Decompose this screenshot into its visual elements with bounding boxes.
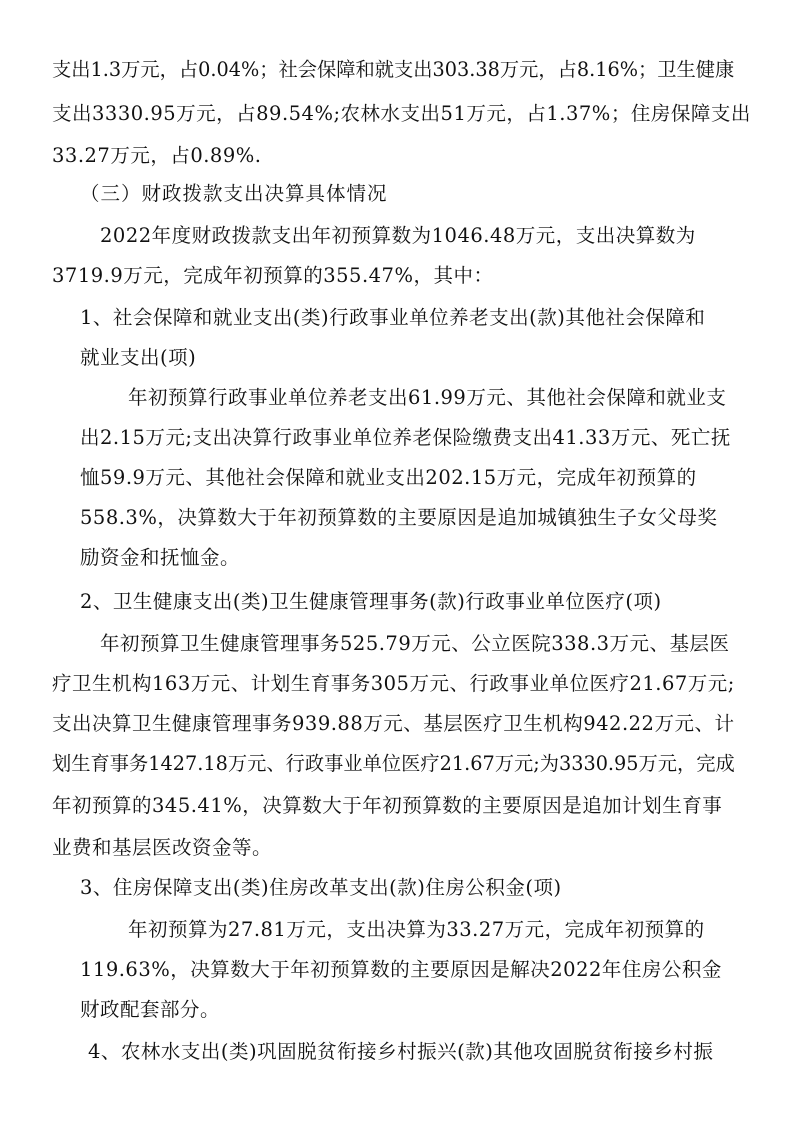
text-line: 年初预算行政事业单位养老支出61.99万元、其他社会保障和就业支 — [128, 386, 727, 409]
text-line: 划生育事务1427.18万元、行政事业单位医疗21.67万元;为3330.95万元，完成 — [52, 752, 735, 775]
text-line: 3719.9万元，完成年初预算的355.47%，其中： — [52, 264, 494, 287]
text-line: 558.3%，决算数大于年初预算数的主要原因是追加城镇独生子女父母奖 — [80, 506, 718, 529]
text-line: 出2.15万元;支出决算行政事业单位养老保险缴费支出41.33万元、死亡抚 — [80, 426, 731, 449]
text-line: 33.27万元，占0.89%. — [52, 144, 262, 167]
item-heading: 就业支出(项) — [80, 346, 197, 369]
text-line: 2022年度财政拨款支出年初预算数为1046.48万元，支出决算数为 — [100, 224, 696, 247]
text-line: 财政配套部分。 — [80, 998, 221, 1021]
text-line: 疗卫生机构163万元、计划生育事务305万元、行政事业单位医疗21.67万元; — [52, 672, 735, 695]
text-line: 年初预算为27.81万元，支出决算为33.27万元，完成年初预算的 — [128, 918, 705, 941]
item-heading: 1、社会保障和就业支出(类)行政事业单位养老支出(款)其他社会保障和 — [80, 306, 706, 329]
item-heading: 4、农林水支出(类)巩固脱贫衔接乡村振兴(款)其他攻固脱贫衔接乡村振 — [88, 1040, 714, 1063]
text-line: 业费和基层医改资金等。 — [52, 836, 273, 859]
text-line: 励资金和抚恤金。 — [80, 546, 241, 569]
text-line: 恤59.9万元、其他社会保障和就业支出202.15万元，完成年初预算的 — [80, 466, 697, 489]
text-line: 119.63%，决算数大于年初预算数的主要原因是解决2022年住房公积金 — [80, 958, 722, 981]
text-line: 年初预算的345.41%，决算数大于年初预算数的主要原因是追加计划生育事 — [52, 794, 723, 817]
text-line: 年初预算卫生健康管理事务525.79万元、公立医院338.3万元、基层医 — [100, 632, 730, 655]
text-line: 支出1.3万元，占0.04%；社会保障和就支出303.38万元，占8.16%；卫生健康 — [52, 58, 735, 81]
item-heading: 2、卫生健康支出(类)卫生健康管理事务(款)行政事业单位医疗(项) — [80, 590, 662, 613]
section-heading: （三）财政拨款支出决算具体情况 — [80, 182, 388, 205]
text-line: 支出决算卫生健康管理事务939.88万元、基层医疗卫生机构942.22万元、计 — [52, 712, 735, 735]
item-heading: 3、住房保障支出(类)住房改革支出(款)住房公积金(项) — [80, 876, 562, 899]
text-line: 支出3330.95万元，占89.54%;农林水支出51万元，占1.37%；住房保障支出 — [52, 102, 751, 125]
